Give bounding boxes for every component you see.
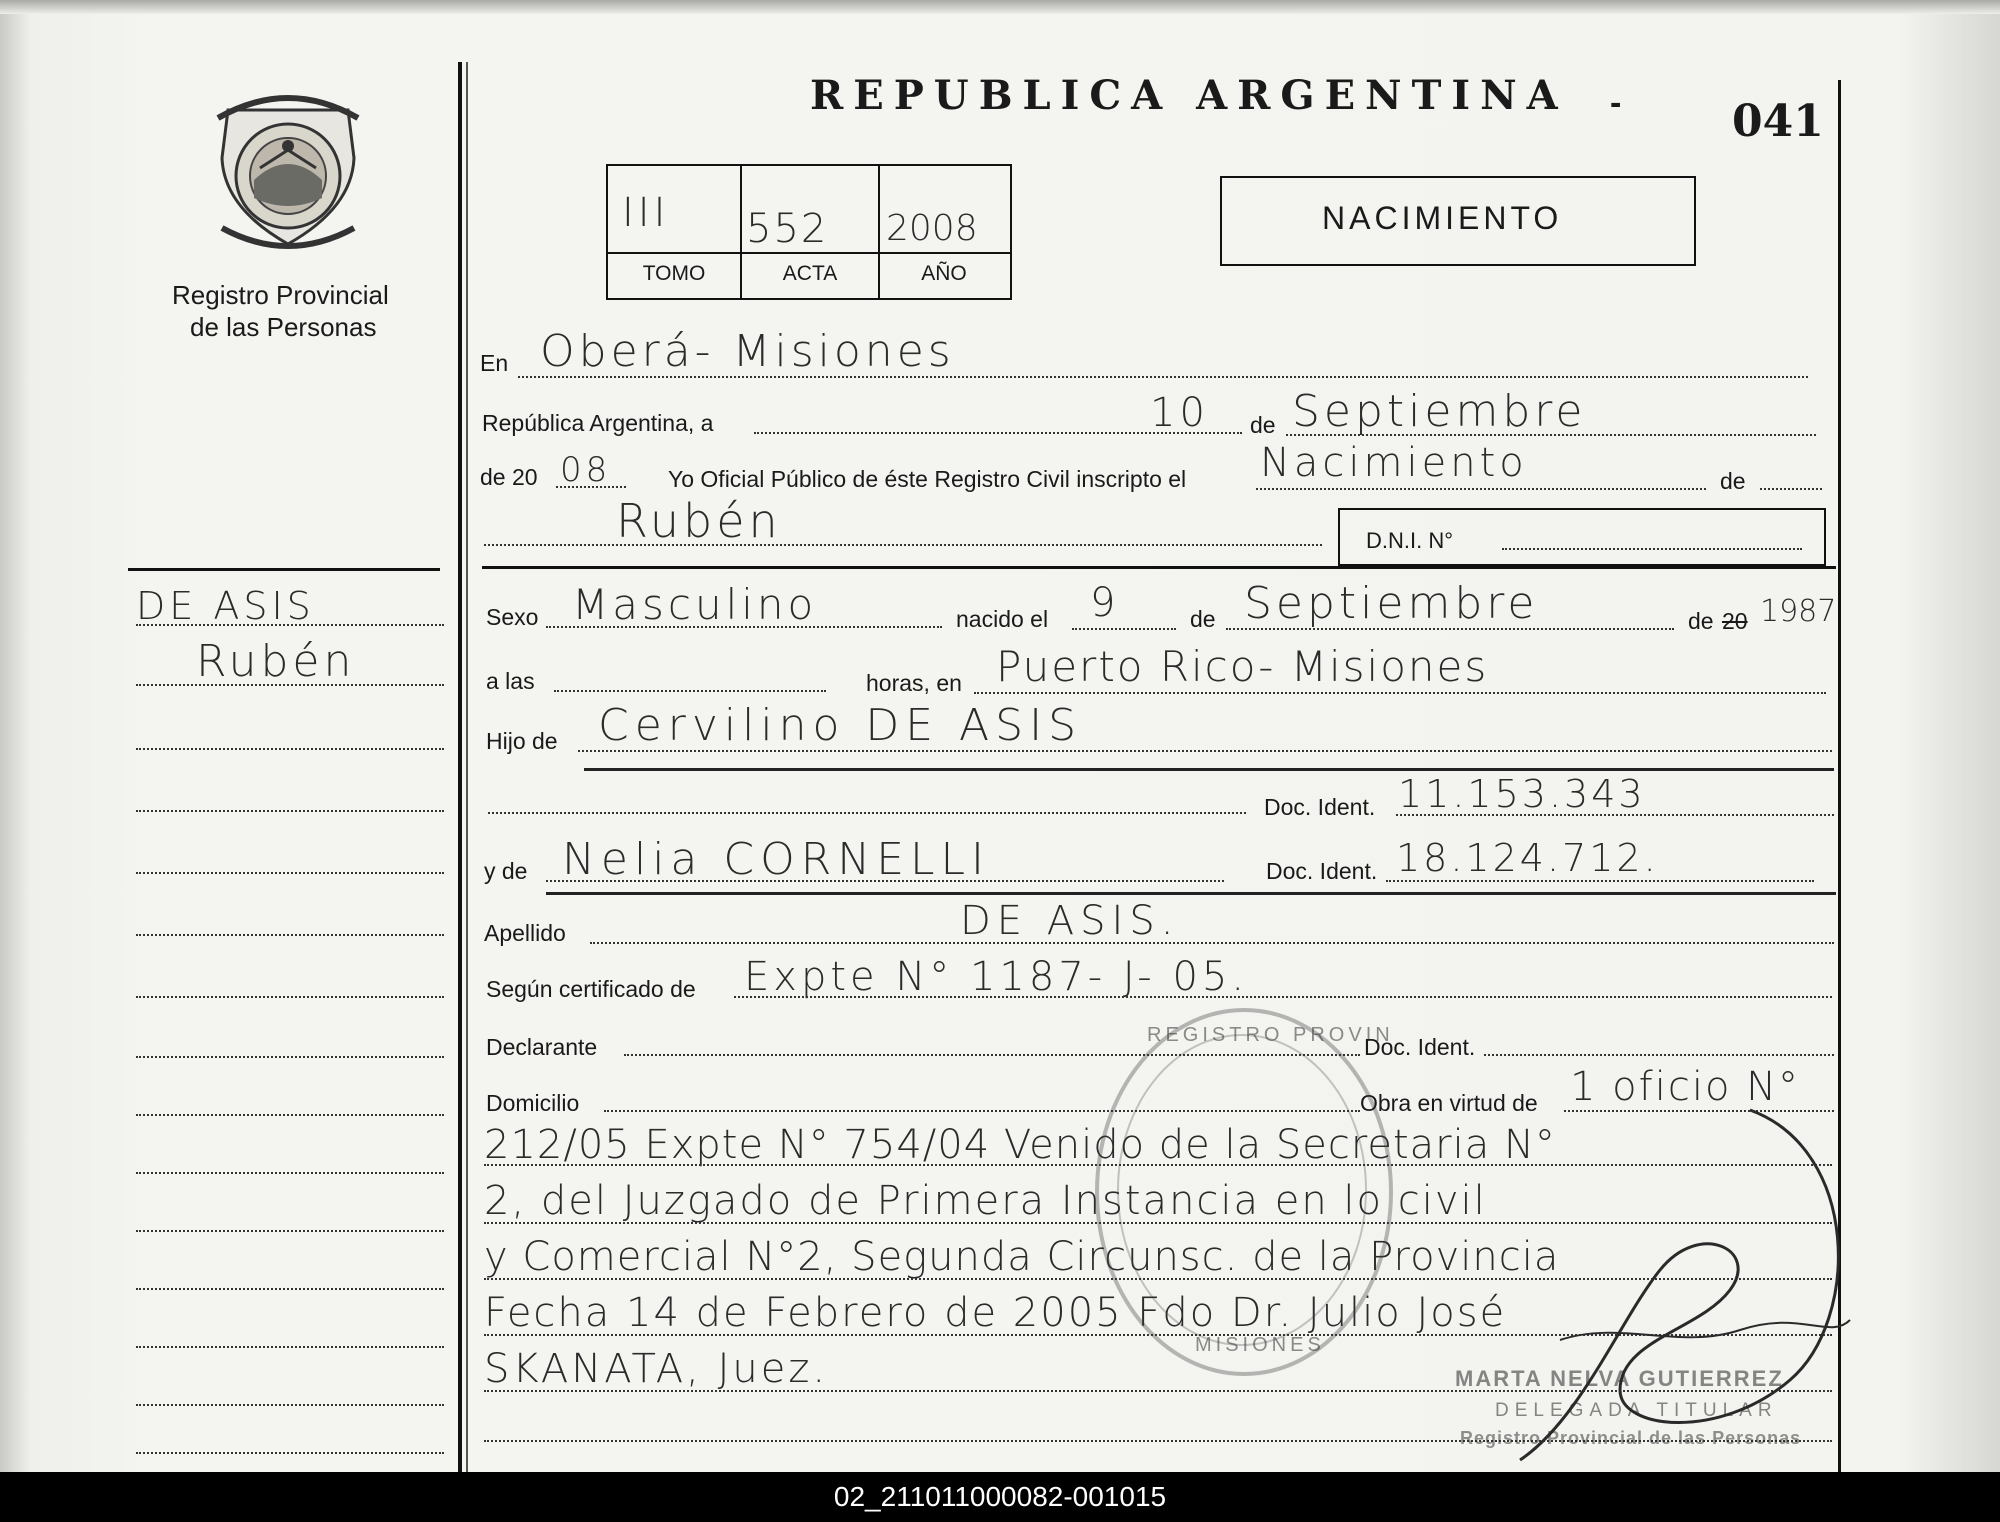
note-line: Fecha 14 de Febrero de 2005 Fdo Dr. Julio José xyxy=(484,1290,1507,1336)
time-line xyxy=(554,690,826,692)
anio-label: AÑO xyxy=(921,262,967,285)
birth-year-value: 1987 xyxy=(1760,594,1837,629)
side-surname: DE ASIS xyxy=(136,584,315,628)
dni-line xyxy=(1502,548,1802,550)
acta-value: 552 xyxy=(746,206,829,252)
birth-day-value: 9 xyxy=(1090,580,1120,626)
sex-line xyxy=(546,626,942,628)
father-doc-value: 11.153.343 xyxy=(1398,772,1646,816)
form-left-border xyxy=(458,62,462,1472)
official-name: MARTA NELVA GUTIERREZ xyxy=(1455,1366,1784,1391)
tomo-label: TOMO xyxy=(642,262,706,285)
father-line xyxy=(578,750,1832,752)
mother-line xyxy=(546,880,1224,882)
side-line xyxy=(136,1288,444,1290)
side-line xyxy=(136,996,444,998)
label-yo-oficial: Yo Oficial Público de éste Registro Civil inscripto el xyxy=(668,466,1187,492)
side-given-name: Rubén xyxy=(196,636,356,687)
record-table-divider xyxy=(606,252,1010,254)
label-doc-ident-1: Doc. Ident. xyxy=(1264,794,1376,820)
label-dni: D.N.I. N° xyxy=(1366,528,1454,553)
label-en: En xyxy=(480,350,509,376)
side-line xyxy=(136,1452,444,1454)
registry-stamp xyxy=(1095,1008,1393,1376)
birth-place-line xyxy=(974,692,1826,694)
birth-month-line xyxy=(1226,628,1674,630)
side-line xyxy=(136,1172,444,1174)
birth-place-value: Puerto Rico- Misiones xyxy=(996,642,1489,691)
father-value: Cervilino DE ASIS xyxy=(598,700,1082,751)
name-line xyxy=(484,544,1322,546)
birth-month-value: Septiembre xyxy=(1244,578,1539,629)
mother-value: Nelia CORNELLI xyxy=(562,834,991,885)
document-type: NACIMIENTO xyxy=(1322,200,1563,236)
label-nacido-el: nacido el xyxy=(956,606,1049,632)
father-rule xyxy=(584,768,1834,771)
month-value: Septiembre xyxy=(1292,386,1587,437)
sex-value: Masculino xyxy=(572,580,818,629)
label-apellido: Apellido xyxy=(484,920,566,946)
label-domicilio: Domicilio xyxy=(486,1090,580,1116)
year-printed: 20 xyxy=(1722,608,1748,634)
country-title: REPUBLICA ARGENTINA xyxy=(810,72,1568,119)
mother-doc-line xyxy=(1386,880,1814,882)
official-role: DELEGADA TITULAR xyxy=(1495,1400,1778,1421)
side-line xyxy=(136,1230,444,1232)
registry-name-line2: de las Personas xyxy=(190,312,377,342)
label-de: de xyxy=(1250,412,1276,438)
tomo-value: III xyxy=(622,190,670,236)
acta-label: ACTA xyxy=(782,262,838,285)
place-line xyxy=(518,376,1808,378)
surname-line xyxy=(590,942,1834,944)
label-de-20: de 20 xyxy=(480,464,538,490)
title-mark: - xyxy=(1610,84,1622,122)
surname-value: DE ASIS. xyxy=(960,898,1180,944)
section-rule xyxy=(482,566,1836,569)
stamp-ring-text-top: REGISTRO PROVIN xyxy=(1147,1024,1394,1046)
name-value: Rubén xyxy=(616,494,782,548)
label-hijo-de: Hijo de xyxy=(486,728,558,754)
de-end-line xyxy=(1760,488,1822,490)
place-value: Oberá- Misiones xyxy=(540,326,955,377)
mother-rule xyxy=(546,892,1836,895)
registry-name-line1: Registro Provincial xyxy=(172,280,389,310)
side-line xyxy=(136,810,444,812)
label-de-month: de xyxy=(1190,606,1216,632)
note-line: y Comercial N°2, Segunda Circunsc. de la Provincia xyxy=(484,1234,1560,1280)
side-line xyxy=(136,934,444,936)
side-line xyxy=(136,684,444,686)
official-office: Registro Provincial de las Personas xyxy=(1460,1428,1802,1448)
birth-day-line xyxy=(1072,628,1176,630)
label-de-end: de xyxy=(1720,468,1746,494)
note-line: 2, del Juzgado de Primera Instancia en lo civil xyxy=(484,1178,1487,1224)
in-virtue-value: 1 oficio N° xyxy=(1570,1064,1801,1110)
label-a-las: a las xyxy=(486,668,535,694)
father-extra-line xyxy=(488,812,1246,814)
stamp-ring-text-bottom: MISIONES xyxy=(1195,1334,1325,1356)
side-line xyxy=(136,1346,444,1348)
side-line xyxy=(136,748,444,750)
label-horas-en: horas, en xyxy=(866,670,962,696)
inscription-line xyxy=(1256,488,1706,490)
mother-doc-value: 18.124.712. xyxy=(1396,836,1659,880)
label-republica: República Argentina, a xyxy=(482,410,714,436)
label-declarante: Declarante xyxy=(486,1034,598,1060)
year-suffix-value: 08 xyxy=(560,450,612,490)
label-doc-ident-2: Doc. Ident. xyxy=(1266,858,1378,884)
file-id-bar xyxy=(0,1472,2000,1522)
note-line: SKANATA, Juez. xyxy=(484,1346,829,1392)
page-top-shadow xyxy=(0,0,2000,14)
month-line xyxy=(1286,434,1816,436)
side-line xyxy=(136,1404,444,1406)
left-column-rule xyxy=(128,568,440,571)
file-id: 02_211011000082-001015 xyxy=(833,1481,1167,1512)
inscription-value: Nacimiento xyxy=(1260,440,1528,486)
label-doc-ident-3: Doc. Ident. xyxy=(1364,1034,1476,1060)
side-line xyxy=(136,624,444,626)
label-de-year: de xyxy=(1688,608,1714,634)
father-doc-line xyxy=(1396,814,1834,816)
day-value: 10 xyxy=(1150,390,1209,436)
year-line xyxy=(556,486,626,488)
anio-value: 2008 xyxy=(886,208,978,249)
note-line: 212/05 Expte N° 754/04 Venido de la Secretaria N° xyxy=(484,1122,1556,1168)
declarant-doc-line xyxy=(1484,1054,1834,1056)
label-y-de: y de xyxy=(484,858,528,884)
label-segun-certificado: Según certificado de xyxy=(486,976,696,1002)
form-left-border-inner xyxy=(466,62,468,1472)
provincial-seal-icon xyxy=(208,88,368,252)
side-line xyxy=(136,872,444,874)
certificate-value: Expte N° 1187- J- 05. xyxy=(744,954,1249,1000)
side-line xyxy=(136,1114,444,1116)
certificate-line xyxy=(734,996,1832,998)
registry-stamp-inner xyxy=(1117,1034,1367,1346)
serial-number: 041 xyxy=(1732,96,1824,147)
label-obra-en-virtud: Obra en virtud de xyxy=(1360,1090,1538,1116)
side-line xyxy=(136,1056,444,1058)
label-sexo: Sexo xyxy=(486,604,539,630)
